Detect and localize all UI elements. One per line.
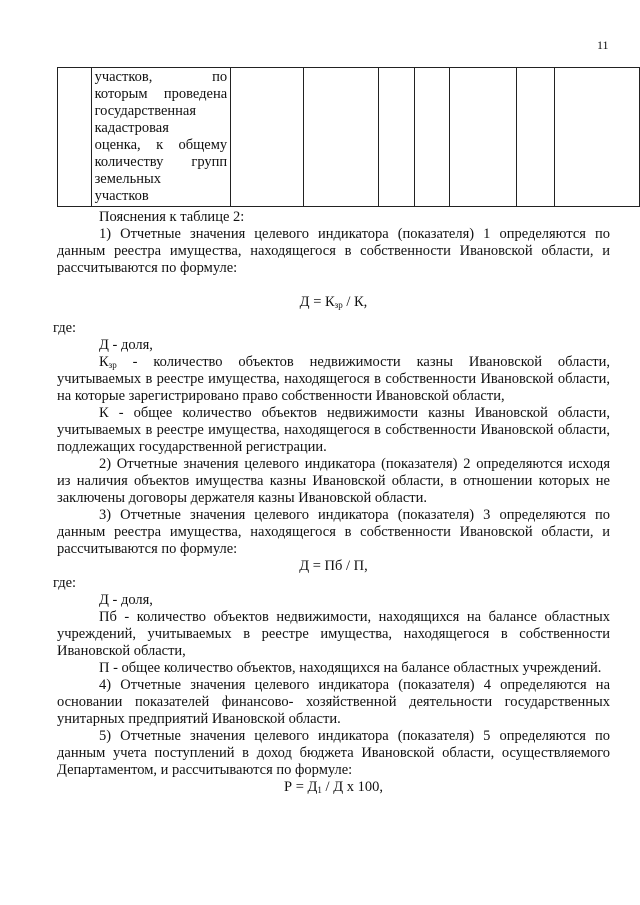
table-cell-number bbox=[58, 68, 92, 207]
page-number: 11 bbox=[597, 38, 609, 52]
definition-p: П - общее количество объектов, находящихся на балансе областных учреждений. bbox=[99, 660, 602, 676]
where-label-1: где: bbox=[53, 320, 77, 336]
table-cell bbox=[231, 68, 304, 207]
indicator-name-line: участков bbox=[94, 188, 149, 204]
table-row bbox=[58, 68, 640, 207]
definition-d-1: Д - доля, bbox=[99, 337, 153, 353]
formula-2: Д = Пб / П, bbox=[299, 558, 368, 574]
formula-1: $Д = К_{зр} / К$, bbox=[299, 294, 368, 310]
note-1: 1) Отчетные значения целевого индикатора (показателя) 1 определяются по данным реестра имущества, находящегося в собственности Ивановской области, и рассчитываются по формуле: bbox=[57, 226, 610, 276]
table-cell bbox=[516, 68, 555, 207]
indicator-name-line: кадастровая bbox=[94, 120, 169, 136]
notes-heading: Пояснения к таблице 2: bbox=[99, 209, 245, 225]
table-cell-indicator-name bbox=[91, 68, 231, 207]
note-2: 2) Отчетные значения целевого индикатора (показателя) 2 определяются исходя из наличия объектов имущества казны Ивановской области, в отношении которых не заключены договоры держателя казны Ивановской области. bbox=[57, 456, 610, 506]
definition-k: К - общее количество объектов недвижимости казны Ивановской области, учитываемых в реестре имущества, находящегося в собственности Ивановской области, подлежащих государственной регистрации. bbox=[57, 405, 610, 455]
definition-d-2: Д - доля, bbox=[99, 592, 153, 608]
table-cell bbox=[555, 68, 640, 207]
formula-3: $Р = Д_1 / Д$ x 100, bbox=[284, 779, 383, 795]
indicator-table-fragment bbox=[57, 67, 640, 207]
table-notes bbox=[53, 209, 610, 796]
table-cell bbox=[414, 68, 450, 207]
definition-pb: Пб - количество объектов недвижимости, находящихся на балансе областных учреждений, учитываемых в реестре имущества, находящегося в собственности Ивановской области, bbox=[57, 609, 610, 659]
indicator-name-line: оценка, к общему bbox=[94, 137, 228, 153]
definition-kzr: $К_{зр}$ - количество объектов недвижимости казны Ивановской области, учитываемых в реестре имущества, находящегося в собственности Ивановской области, на которые зарегистрировано право собственности Ивановской области, bbox=[57, 354, 610, 404]
indicator-name-line: количеству групп bbox=[94, 154, 228, 170]
note-5: 5) Отчетные значения целевого индикатора (показателя) 5 определяются по данным учета поступлений в доход бюджета Ивановской области, осуществляемого Департаментом, и рассчитываются по формуле: bbox=[57, 728, 610, 778]
table-cell bbox=[450, 68, 516, 207]
note-4: 4) Отчетные значения целевого индикатора (показателя) 4 определяются на основании показателей финансово- хозяйственной деятельности государственных унитарных предприятий Ивановской области. bbox=[57, 677, 610, 727]
indicator-name-line: государственная bbox=[94, 103, 197, 119]
indicator-name-line: участков, по bbox=[94, 69, 228, 85]
where-label-2: где: bbox=[53, 575, 77, 591]
table-cell bbox=[304, 68, 379, 207]
note-3: 3) Отчетные значения целевого индикатора (показателя) 3 определяются по данным реестра имущества, находящегося в собственности Ивановской области, и рассчитываются по формуле: bbox=[57, 507, 610, 557]
indicator-name-line: которым проведена bbox=[94, 86, 228, 102]
table-cell bbox=[379, 68, 415, 207]
indicator-name-line: земельных bbox=[94, 171, 161, 187]
